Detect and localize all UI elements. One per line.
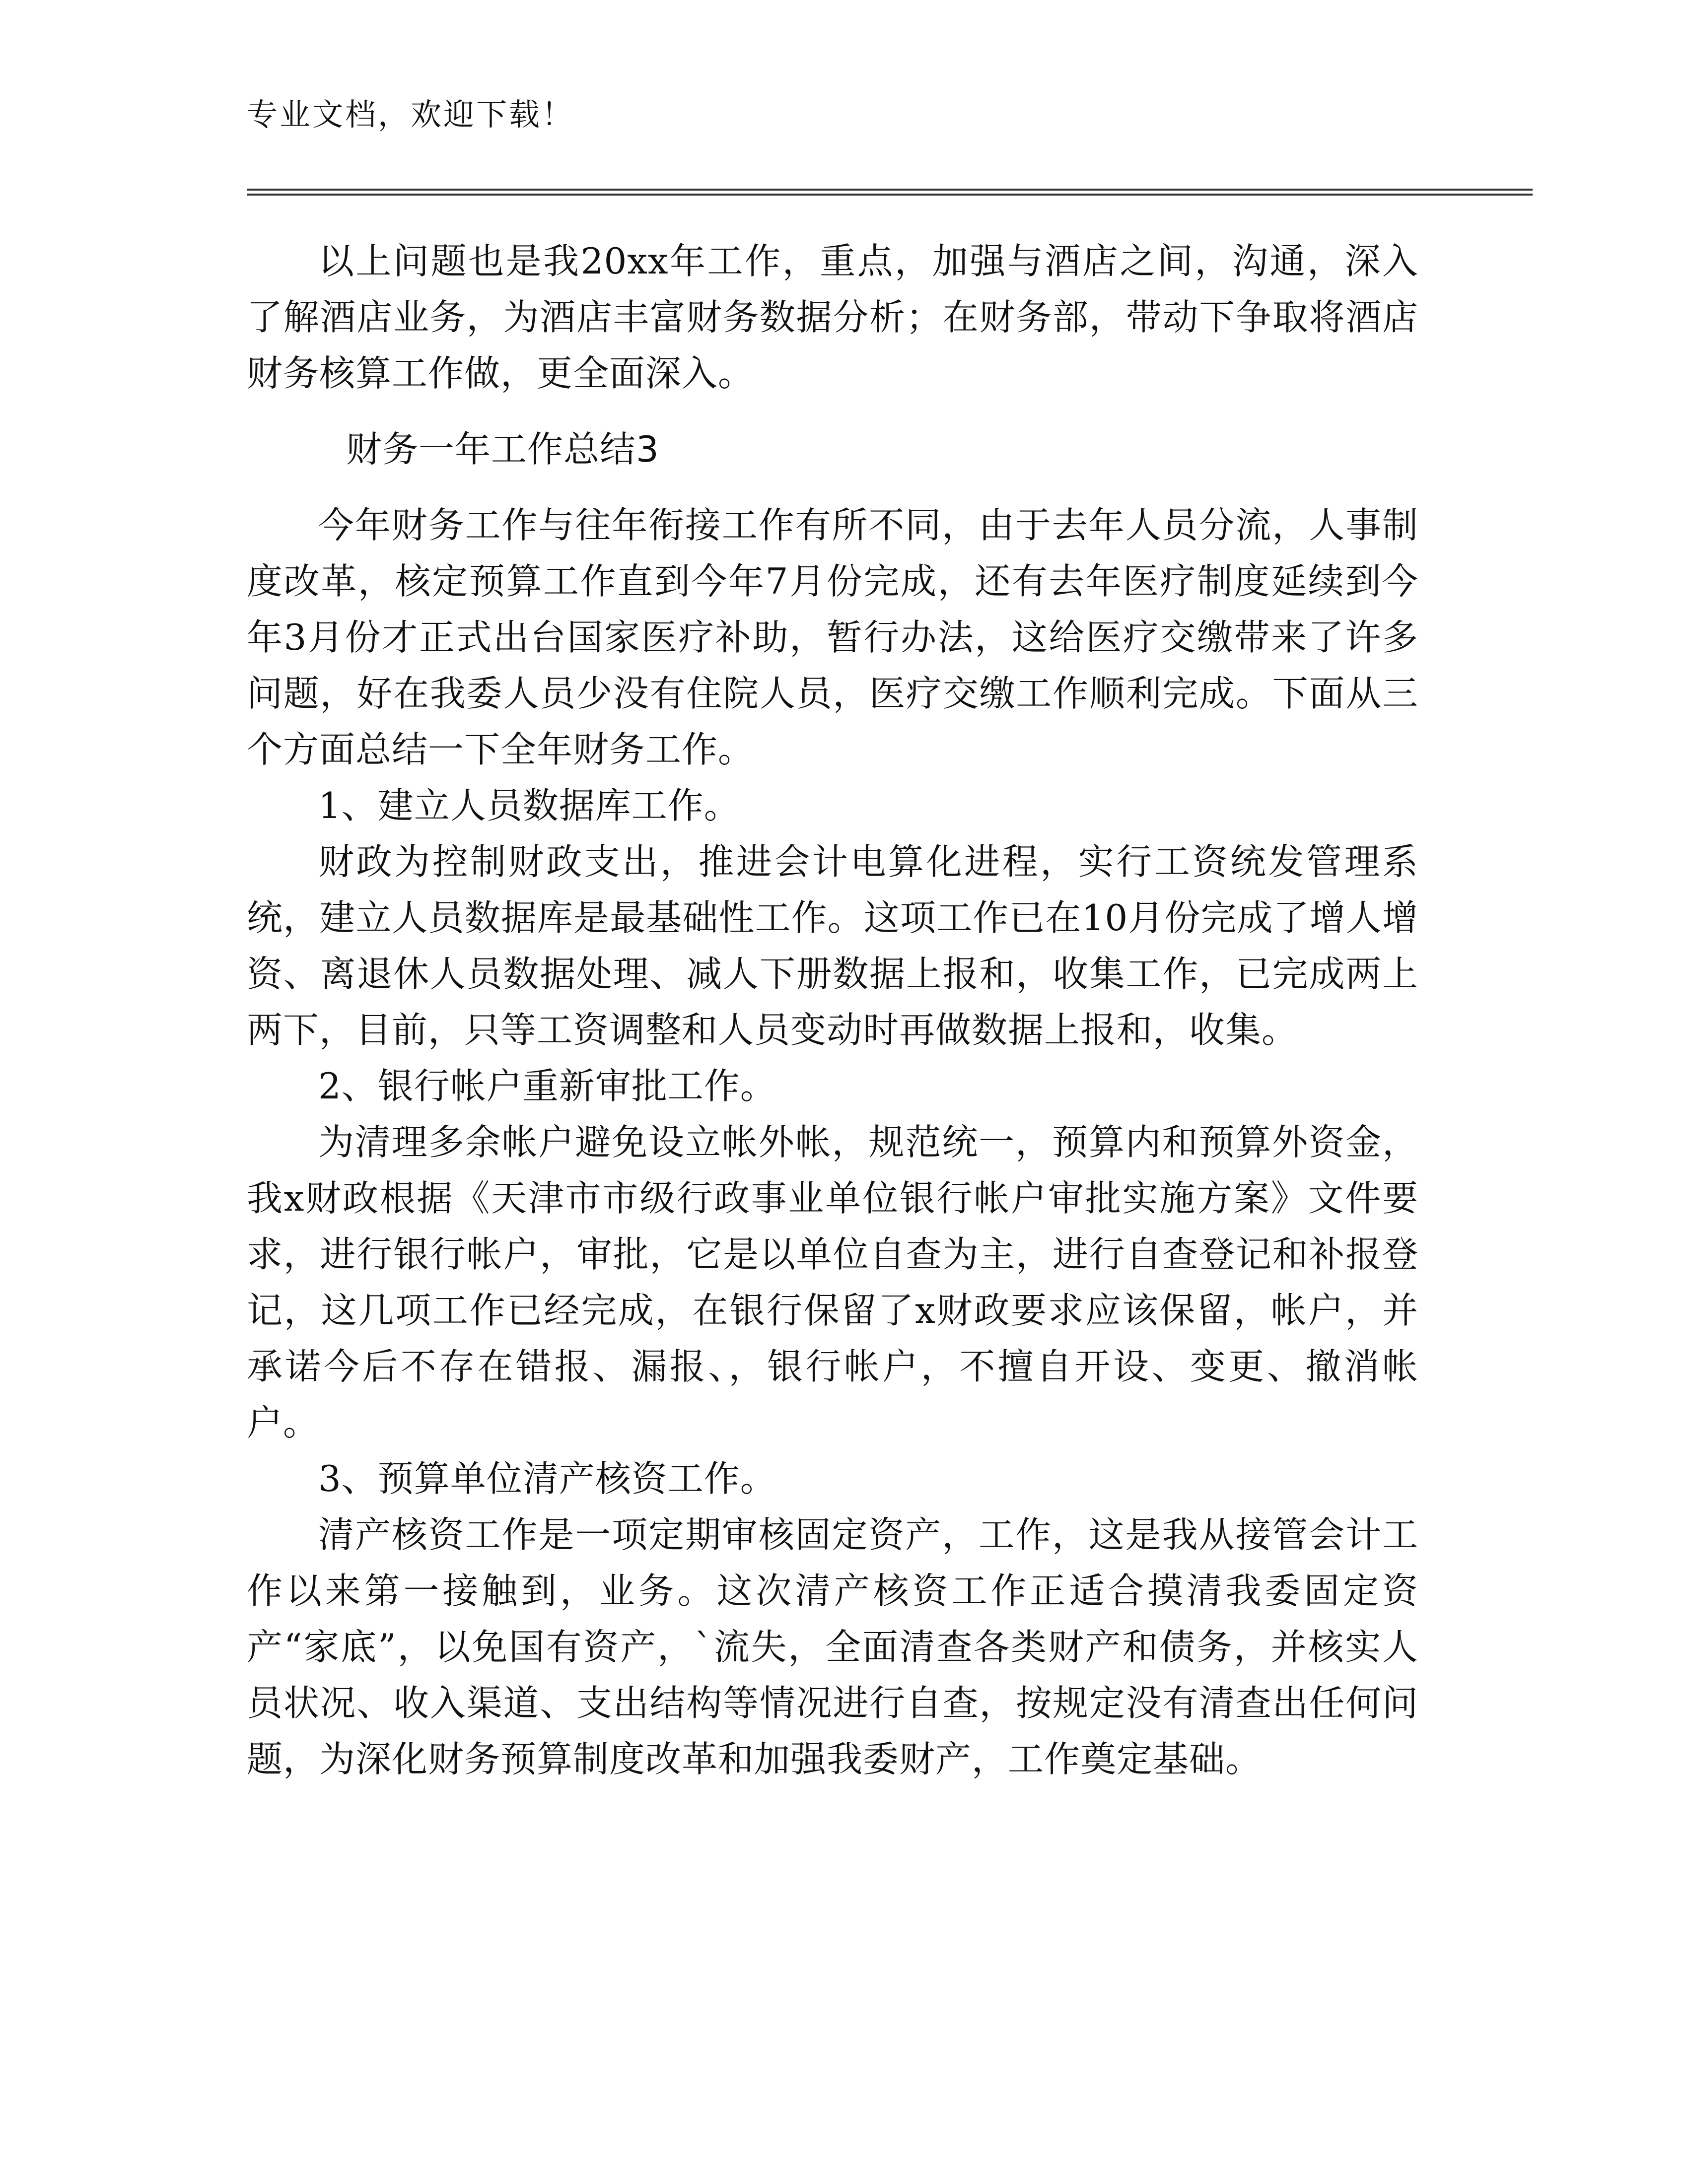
document-body [247, 233, 1418, 1787]
header-double-rule [247, 189, 1533, 196]
section-title: 财务一年工作总结3 [346, 428, 659, 470]
paragraph: 清产核资工作是一项定期审核固定资产，工作，这是我从接管会计工作以来第一接触到，业务。这次清产核资工作正适合摸清我委固定资产“家底”，以免国有资产，`流失，全面清查各类财产和债务，并核实人员状况、收入渠道、支出结构等情况进行自查，按规定没有清查出任何问题，为深化财务预算制度改革和加强我委财产，工作奠定基础。 [247, 1514, 1418, 1780]
list-heading: 1、建立人员数据库工作。 [318, 785, 740, 826]
list-heading: 3、预算单位清产核资工作。 [318, 1458, 776, 1500]
paragraph: 财政为控制财政支出，推进会计电算化进程，实行工资统发管理系统，建立人员数据库是最基础性工作。这项工作已在10月份完成了增人增资、离退休人员数据处理、减人下册数据上报和，收集工作，已完成两上两下，目前，只等工资调整和人员变动时再做数据上报和，收集。 [247, 841, 1418, 1051]
paragraph: 为清理多余帐户避免设立帐外帐，规范统一，预算内和预算外资金，我x财政根据《天津市市级行政事业单位银行帐户审批实施方案》文件要求，进行银行帐户，审批，它是以单位自查为主，进行自查登记和补报登记，这几项工作已经完成，在银行保留了x财政要求应该保留，帐户，并承诺今后不存在错报、漏报、，银行帐户，不擅自开设、变更、撤消帐户。 [247, 1121, 1418, 1443]
document-header: 专业文档，欢迎下载！ [247, 96, 575, 133]
paragraph: 今年财务工作与往年衔接工作有所不同，由于去年人员分流，人事制度改革，核定预算工作直到今年7月份完成，还有去年医疗制度延续到今年3月份才正式出台国家医疗补助，暂行办法，这给医疗交缴带来了许多问题，好在我委人员少没有住院人员，医疗交缴工作顺利完成。下面从三个方面总结一下全年财务工作。 [247, 504, 1418, 770]
list-heading: 2、银行帐户重新审批工作。 [318, 1065, 776, 1107]
paragraph: 以上问题也是我20xx年工作，重点，加强与酒店之间，沟通，深入了解酒店业务，为酒店丰富财务数据分析；在财务部，带动下争取将酒店财务核算工作做，更全面深入。 [247, 240, 1418, 394]
